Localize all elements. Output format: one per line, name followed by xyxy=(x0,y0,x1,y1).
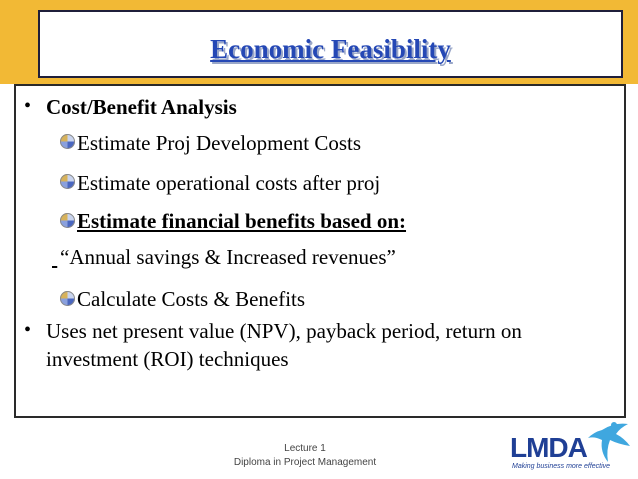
orb-bullet-icon xyxy=(60,213,75,228)
title-box xyxy=(38,10,623,78)
orb-bullet-icon xyxy=(60,174,75,189)
bullet-dot-icon: • xyxy=(24,319,32,341)
lmda-logo xyxy=(510,418,634,476)
sub-financial-benefits: Estimate financial benefits based on: xyxy=(77,209,407,233)
slide-title: Economic Feasibility xyxy=(210,34,451,64)
logo-tagline: Making business more effective xyxy=(512,463,611,470)
footer-course: Diploma in Project Management xyxy=(233,457,377,468)
sub-dev-costs: Estimate Proj Development Costs xyxy=(77,131,362,155)
orb-bullet-icon xyxy=(60,134,75,149)
sub-op-costs: Estimate operational costs after proj xyxy=(77,171,381,195)
sub-calc-costs: Calculate Costs & Benefits xyxy=(77,287,306,311)
bullet-npv-line2: investment (ROI) techniques xyxy=(46,347,289,371)
orb-bullet-icon xyxy=(60,291,75,306)
bullet-npv-line1: Uses net present value (NPV), payback period, return on xyxy=(46,319,522,343)
logo-wordmark: LMDA xyxy=(510,432,587,463)
bullet-dot-icon: • xyxy=(24,95,32,117)
sub-annual-savings: “Annual savings & Increased revenues” xyxy=(60,245,396,269)
bullet-cost-benefit: Cost/Benefit Analysis xyxy=(46,95,237,119)
quote-underline-mark xyxy=(52,244,57,270)
footer-lecture: Lecture 1 xyxy=(284,443,326,454)
content-box xyxy=(14,84,626,418)
